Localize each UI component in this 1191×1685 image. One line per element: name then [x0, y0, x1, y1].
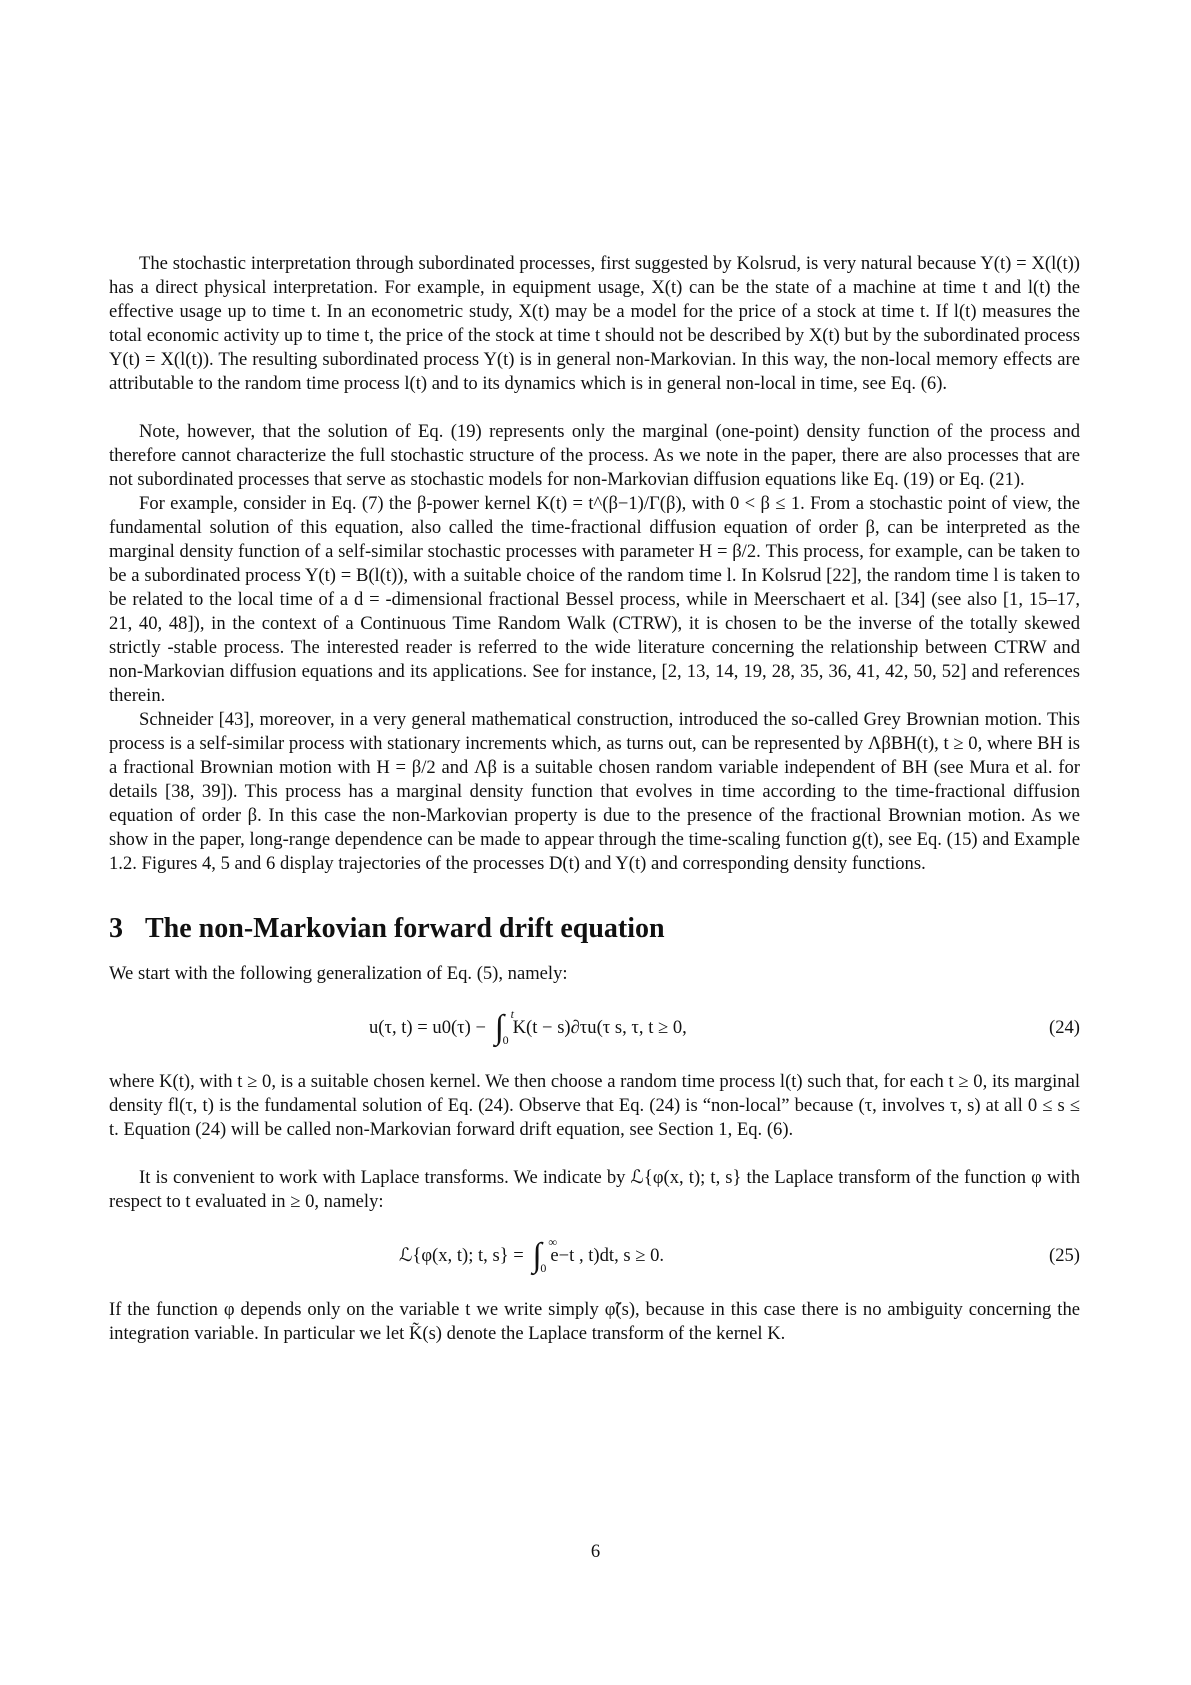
- integral-lower-limit: 0: [502, 1033, 509, 1048]
- equation-25: [109, 1226, 1080, 1286]
- page-body: [109, 252, 1080, 1346]
- equation-24-right: K(t − s)∂τu(τ s, τ, t ≥ 0,: [512, 1016, 687, 1038]
- paragraph-subordination: The stochastic interpretation through subordinated processes, first suggested by Kolsrud, is very natural because Y(t) = X(l(t)) has a direct physical interpretation. For example, in equipment usage, X(t) can be the state of a machine at time t and l(t) the effective usage up to time t. In an econometric study, X(t) may be a model for the price of a stock at time t. If l(t) measures the total economic activity up to time t, the price of the stock at time t should not be described by X(t) but by the subordinated process Y(t) = X(l(t)). The resulting subordinated process Y(t) is in general non-Markovian. In this way, the non-local memory effects are attributable to the random time process l(t) and to its dynamics which is in general non-local in time, see Eq. (6).: [109, 253, 1080, 394]
- equation-24: [109, 998, 1080, 1058]
- paragraph-beta-power: For example, consider in Eq. (7) the β-power kernel K(t) = t^(β−1)/Γ(β), with 0 < β ≤ 1. From a stochastic point of view, the fundamental solution of this equation, also called the time-fractional diffusion equation of order β, can be interpreted as the marginal density function of a self-similar stochastic processes with parameter H = β/2. This process, for example, can be taken to be a subordinated process Y(t) = B(l(t)), with a suitable choice of the random time l. In Kolsrud [22], the random time l is taken to be related to the local time of a d = -dimensional fractional Bessel process, while in Meerschaert et al. [34] (see also [1, 15–17, 21, 40, 48]), in the context of a Continuous Time Random Walk (CTRW), it is chosen to be the inverse of the totally skewed strictly -stable process. The interested reader is referred to the wide literature concerning the relationship between CTRW and non-Markovian diffusion equations and its applications. See for instance, [2, 13, 14, 19, 28, 35, 36, 41, 42, 50, 52] and references therein.: [109, 493, 1080, 706]
- paragraph-after-24: where K(t), with t ≥ 0, is a suitable chosen kernel. We then choose a random time process l(t) such that, for each t ≥ 0, its marginal density fl(τ, t) is the fundamental solution of Eq. (24). Observe that Eq. (24) is “non-local” because (τ, involves τ, s) at all 0 ≤ s ≤ t. Equation (24) will be called non-Markovian forward drift equation, see Section 1, Eq. (6).: [109, 1071, 1080, 1140]
- equation-25-right: e−t , t)dt, s ≥ 0.: [550, 1244, 665, 1266]
- integral-upper-limit: ∞: [548, 1235, 557, 1250]
- equation-25-body: [399, 1235, 665, 1276]
- integral-upper-limit: t: [510, 1007, 514, 1022]
- page-number: 6: [590, 1541, 601, 1562]
- equation-24-left: u(τ, t) = u0(τ) −: [369, 1016, 486, 1038]
- equation-24-body: [369, 1007, 687, 1048]
- integral-sign: ∫ t 0: [495, 1016, 504, 1040]
- integral-lower-limit: 0: [540, 1261, 547, 1276]
- integral-sign: ∫ ∞ 0: [532, 1244, 541, 1268]
- section-number: 3: [109, 913, 123, 944]
- paragraph-laplace-intro: It is convenient to work with Laplace transforms. We indicate by ℒ{φ(x, t); t, s} the Laplace transform of the function φ with respect to t evaluated in ≥ 0, namely:: [109, 1167, 1080, 1212]
- equation-24-number: (24): [1049, 1017, 1080, 1038]
- paragraph-intro: We start with the following generalization of Eq. (5), namely:: [109, 963, 568, 984]
- equation-25-left: ℒ{φ(x, t); t, s} =: [399, 1244, 524, 1266]
- section-title: The non-Markovian forward drift equation: [145, 913, 665, 944]
- paragraph-marginal-density: Note, however, that the solution of Eq. (19) represents only the marginal (one-point) density function of the process and therefore cannot characterize the full stochastic structure of the process. As we note in the paper, there are also processes that are not subordinated processes that serve as stochastic models for non-Markovian diffusion equations like Eq. (19) or Eq. (21).: [109, 421, 1080, 490]
- section-heading: [109, 912, 1080, 946]
- paragraph-after-25: If the function φ depends only on the variable t we write simply φ̃(s), because in this case there is no ambiguity concerning the integration variable. In particular we let K̃(s) denote the Laplace transform of the kernel K.: [109, 1299, 1080, 1344]
- equation-25-number: (25): [1049, 1245, 1080, 1266]
- paragraph-grey-brownian: Schneider [43], moreover, in a very general mathematical construction, introduced the so-called Grey Brownian motion. This process is a self-similar process with stationary increments which, as turns out, can be represented by ΛβBH(t), t ≥ 0, where BH is a fractional Brownian motion with H = β/2 and Λβ is a suitable chosen random variable independent of BH (see Mura et al. for details [38, 39]). This process has a marginal density function that evolves in time according to the time-fractional diffusion equation of order β. In this case the non-Markovian property is due to the presence of the fractional Brownian motion. As we show in the paper, long-range dependence can be made to appear through the time-scaling function g(t), see Eq. (15) and Example 1.2. Figures 4, 5 and 6 display trajectories of the processes D(t) and Y(t) and corresponding density functions.: [109, 709, 1080, 874]
